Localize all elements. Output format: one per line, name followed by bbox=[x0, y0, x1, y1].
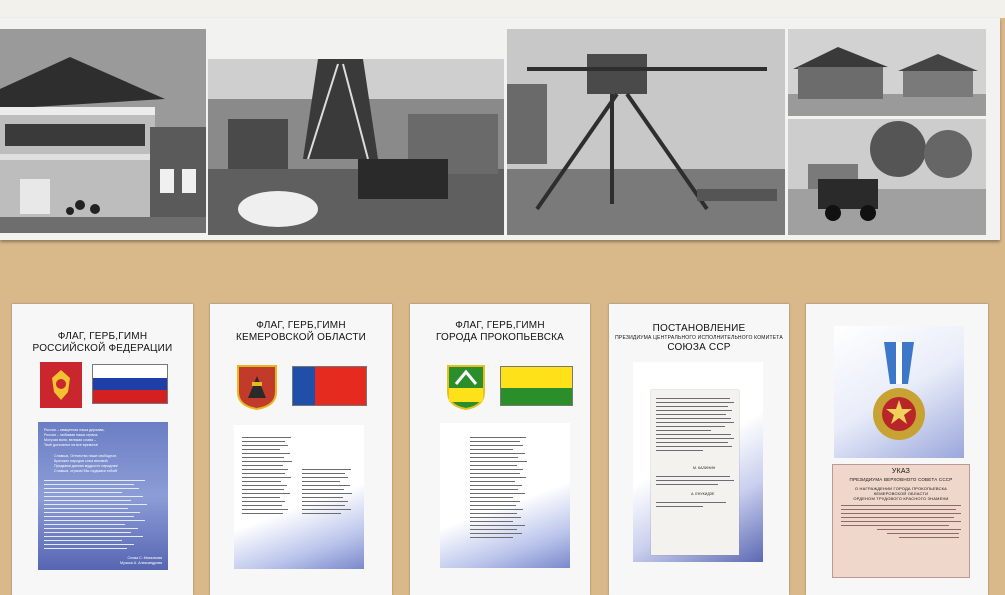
panel-title-line2: ПРЕЗИДИУМА ЦЕНТРАЛЬНОГО ИСПОЛНИТЕЛЬНОГО КОМИТЕТА bbox=[615, 335, 783, 341]
panel-title-line2: КЕМЕРОВСКОЙ ОБЛАСТИ bbox=[235, 332, 367, 343]
panel-title-line2: РОССИЙСКОЙ ФЕДЕРАЦИИ bbox=[32, 343, 173, 354]
anthem-text-lines-right bbox=[302, 469, 356, 517]
decree-title: УКАЗ bbox=[891, 468, 911, 475]
resolution-text-lines-3 bbox=[656, 502, 734, 510]
anthem-sheet-russia bbox=[38, 422, 168, 570]
anthem-composer: Музыка А. Александрова bbox=[120, 561, 162, 566]
anthem-more-lines bbox=[44, 480, 156, 552]
anthem-line: Могучая воля, великая слава – bbox=[44, 438, 96, 442]
anthem-line: Братских народов союз вековой, bbox=[54, 459, 109, 463]
anthem-author: Слова С. Михалкова bbox=[127, 556, 162, 561]
resolution-text-lines bbox=[656, 398, 734, 454]
resolution-clipping bbox=[651, 390, 739, 555]
photo-wooden-building bbox=[0, 29, 206, 233]
decree-line1: ПРЕЗИДИУМА ВЕРХОВНОГО СОВЕТА СССР bbox=[849, 477, 953, 482]
panel-title-line3: СОЮЗА ССР bbox=[667, 342, 731, 353]
anthem-line: Твоё достоянье на все времена! bbox=[44, 443, 99, 447]
resolution-signatory: М. КАЛИНИН bbox=[693, 466, 716, 470]
panel-kemerovo-region bbox=[210, 304, 392, 595]
panel-russian-federation bbox=[12, 304, 193, 595]
resolution-text-lines-2 bbox=[656, 476, 734, 488]
panel-title-line2: ГОРОДА ПРОКОПЬЕВСКА bbox=[435, 332, 565, 343]
resolution-document bbox=[633, 362, 763, 562]
photo-village-house bbox=[788, 29, 986, 116]
panel-resolution bbox=[609, 304, 789, 595]
russia-flag bbox=[92, 364, 168, 404]
panel-title-line1: ФЛАГ, ГЕРБ,ГИМН bbox=[256, 320, 346, 331]
decree-document bbox=[832, 464, 970, 578]
resolution-secretary: А. ЕНУКИДЗЕ bbox=[691, 492, 715, 496]
russia-coat-of-arms-icon bbox=[40, 362, 82, 413]
decree-line2: О НАГРАЖДЕНИИ ГОРОДА ПРОКОПЬЕВСКА bbox=[854, 486, 948, 491]
anthem-line: Славься, Отечество наше свободное, bbox=[54, 454, 118, 458]
anthem-line: Россия – священная наша держава, bbox=[44, 428, 105, 432]
decree-line4: ОРДЕНОМ ТРУДОВОГО КРАСНОГО ЗНАМЕНИ bbox=[853, 496, 949, 501]
prokopyevsk-flag bbox=[500, 366, 573, 406]
photo-water-tower bbox=[507, 29, 785, 235]
decree-text-lines bbox=[841, 505, 961, 541]
anthem-text-lines bbox=[470, 437, 532, 541]
anthem-line: Предками данная мудрость народная! bbox=[54, 464, 119, 468]
panel-title-line1: ФЛАГ, ГЕРБ,ГИМН bbox=[455, 320, 545, 331]
anthem-line: Славься, страна! Мы гордимся тобой! bbox=[54, 469, 118, 473]
order-of-red-banner-icon bbox=[834, 326, 964, 458]
anthem-line: Россия – любимая наша страна. bbox=[44, 433, 99, 437]
decree-line3: КЕМЕРОВСКОЙ ОБЛАСТИ bbox=[873, 491, 929, 496]
panel-title-line1: ФЛАГ, ГЕРБ,ГИМН bbox=[57, 331, 148, 342]
photo-mine-headframe bbox=[208, 59, 504, 235]
anthem-sheet-prokopyevsk bbox=[440, 423, 570, 568]
prokopyevsk-coat-of-arms-icon bbox=[446, 364, 486, 415]
photo-truck-street bbox=[788, 119, 986, 235]
kemerovo-flag bbox=[292, 366, 367, 406]
anthem-sheet-kemerovo bbox=[234, 425, 364, 569]
panel-prokopyevsk bbox=[410, 304, 590, 595]
historic-photo-strip bbox=[0, 18, 1000, 240]
panel-decree-order bbox=[806, 304, 988, 595]
kemerovo-coat-of-arms-icon bbox=[236, 364, 278, 415]
wall-top bbox=[0, 0, 1005, 18]
anthem-text-lines bbox=[242, 437, 296, 517]
panel-title-line1: ПОСТАНОВЛЕНИЕ bbox=[652, 323, 746, 334]
